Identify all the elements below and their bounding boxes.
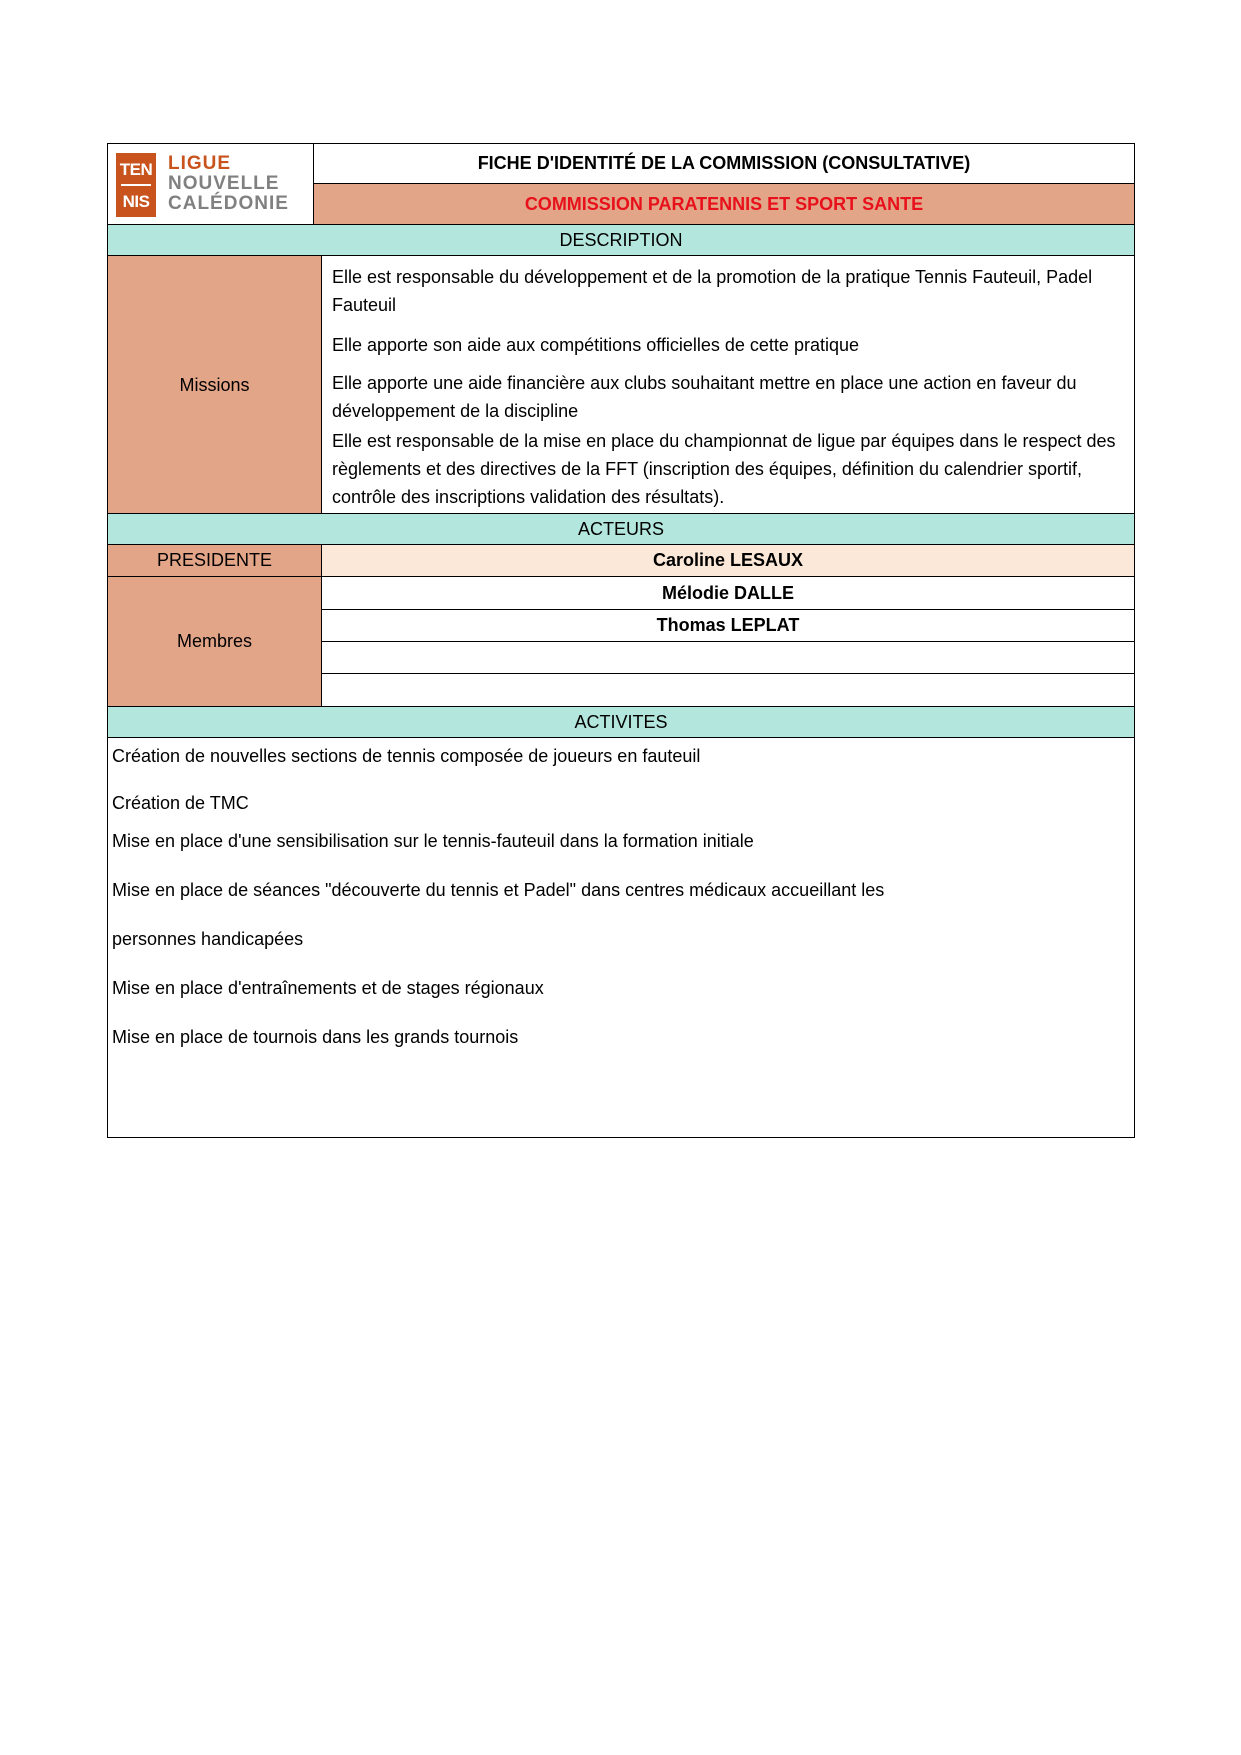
commission-sheet	[107, 143, 1135, 1138]
activity-item: Mise en place d'une sensibilisation sur le tennis-fauteuil dans la formation initiale	[112, 831, 754, 851]
logo-divider	[121, 184, 151, 186]
activity-item: Mise en place de tournois dans les grands tournois	[112, 1027, 519, 1047]
member-row: Thomas LEPLAT	[656, 614, 800, 635]
logo-mark-top: TEN	[119, 160, 153, 179]
logo-line-3: CALÉDONIE	[168, 193, 289, 214]
tennis-logo-icon	[116, 153, 156, 217]
president-label: PRESIDENTE	[108, 545, 322, 577]
missions-list	[322, 257, 1134, 513]
section-acteurs-header: ACTEURS	[108, 513, 1134, 545]
activity-item: personnes handicapées	[112, 929, 304, 949]
missions-label: Missions	[108, 256, 322, 514]
member-row	[322, 673, 1134, 705]
logo-mark-bottom: NIS	[122, 192, 150, 211]
president-name: Caroline LESAUX	[322, 545, 1134, 577]
member-row: Mélodie DALLE	[661, 582, 794, 603]
logo-line-2: NOUVELLE	[168, 173, 280, 194]
activity-item: Création de TMC	[112, 793, 249, 813]
members-label: Membres	[108, 577, 322, 706]
page-title: FICHE D'IDENTITÉ DE LA COMMISSION (CONSULTATIVE)	[314, 144, 1134, 184]
activity-item: Mise en place de séances "découverte du tennis et Padel" dans centres médicaux accueillant les	[112, 880, 885, 900]
mission-item: Elle est responsable de la mise en place du championnat de ligue par équipes dans le respect des règlements et des directives de la FFT (inscription des équipes, définition du calendrier sportif, contrôle des inscriptions validation des résultats).	[332, 431, 1116, 507]
member-row	[322, 641, 1134, 673]
section-activites-header: ACTIVITES	[108, 706, 1134, 738]
mission-item: Elle apporte son aide aux compétitions officielles de cette pratique	[332, 335, 859, 355]
logo-cell	[108, 144, 314, 224]
commission-name: COMMISSION PARATENNIS ET SPORT SANTE	[314, 184, 1134, 224]
logo-line-1: LIGUE	[168, 153, 232, 174]
mission-item: Elle apporte une aide financière aux clubs souhaitant mettre en place une action en faveur du développement de la discipline	[332, 373, 1077, 421]
logo-wordmark	[168, 154, 289, 214]
activity-item: Mise en place d'entraînements et de stages régionaux	[112, 978, 544, 998]
section-description-header: DESCRIPTION	[108, 224, 1134, 256]
activities-list	[108, 738, 1134, 1053]
activity-item: Création de nouvelles sections de tennis composée de joueurs en fauteuil	[112, 746, 701, 766]
mission-item: Elle est responsable du développement et de la promotion de la pratique Tennis Fauteuil, Padel Fauteuil	[332, 267, 1093, 315]
